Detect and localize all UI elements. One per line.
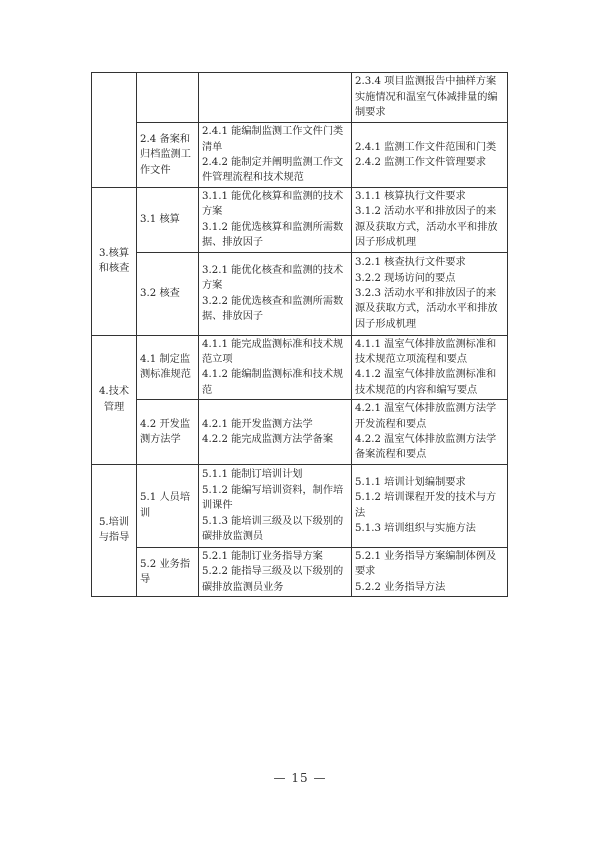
skill-item: 2.4.1 能编制监测工作文件门类清单 [202,126,344,153]
function-cell: 4.技术管理 [92,335,137,464]
table-row [92,400,508,465]
knowledge-item: 3.2.2 现场访问的要点 [355,272,456,284]
skill-item: 3.1.2 能优选核算和监测所需数据、排放因子 [202,221,344,249]
skill-cell [199,464,352,547]
knowledge-item: 3.1.1 核算执行文件要求 [355,191,466,202]
knowledge-item: 5.1.3 培训组织与实施方法 [355,523,476,535]
table-row [92,335,508,400]
knowledge-item: 3.1.2 活动水平和排放因子的来源及获取方式，活动水平和排放因子形成机理 [355,206,498,249]
function-cell: 5.培训与指导 [92,464,137,596]
page-number: — 15 — [273,771,327,785]
knowledge-cell [352,123,508,188]
knowledge-item: 2.3.4 项目监测报告中抽样方案实施情况和温室气体减排量的编制要求 [355,76,498,119]
table-row [92,464,508,547]
knowledge-item: 5.1.1 培训计划编制要求 [355,477,466,489]
table-row [92,123,508,188]
table-row [92,252,508,335]
skill-cell [199,547,352,596]
sub-function-cell: 2.4 备案和归档监测工作文件 [137,123,199,188]
knowledge-item: 2.4.2 监测工作文件管理要求 [355,157,487,168]
sub-function-cell: 3.1 核算 [137,188,199,253]
skill-cell [199,188,352,253]
sub-function-cell: 5.1 人员培训 [137,464,199,547]
knowledge-cell [352,73,508,123]
knowledge-item: 5.1.2 培训课程开发的技术与方法 [355,492,497,519]
knowledge-item: 3.2.1 核查执行文件要求 [355,257,466,269]
skill-item: 5.1.1 能制订培训计划 [202,469,303,481]
sub-function-cell: 4.1 制定监测标准规范 [137,335,199,400]
skill-cell [199,400,352,465]
skill-item: 4.1.2 能编制监测标准和技术规范 [202,369,344,396]
skill-item: 5.2.2 能指导三级及以下级别的碳排放监测员业务 [202,566,344,593]
skill-item: 5.1.3 能培训三级及以下级别的碳排放监测员 [202,515,344,542]
knowledge-item: 2.4.1 监测工作文件范围和门类 [355,141,497,153]
knowledge-cell [352,547,508,596]
skill-item: 4.2.2 能完成监测方法学备案 [202,434,334,446]
knowledge-cell [352,400,508,465]
sub-function-cell [137,73,199,123]
skill-item: 3.1.1 能优化核算和监测的技术方案 [202,191,344,218]
knowledge-item: 5.2.1 业务指导方案编制体例及要求 [355,550,497,578]
knowledge-item: 4.2.1 温室气体排放监测方法学开发流程和要点 [355,403,497,430]
function-cell [92,73,137,188]
skill-item: 3.2.1 能优化核查和监测的技术方案 [202,264,344,292]
skill-item: 2.4.2 能制定并阐明监测工作文件管理流程和技术规范 [202,157,344,184]
sub-function-cell: 5.2 业务指导 [137,547,199,596]
knowledge-cell [352,252,508,335]
knowledge-item: 4.2.2 温室气体排放监测方法学备案流程和要点 [355,434,497,461]
skill-cell [199,335,352,400]
table-row [92,73,508,123]
knowledge-item: 4.1.1 温室气体排放监测标准和技术规范立项流程和要点 [355,338,497,366]
table-row [92,188,508,253]
skill-item: 5.1.2 能编写培训资料，制作培训课件 [202,484,344,512]
sub-function-cell: 4.2 开发监测方法学 [137,400,199,465]
knowledge-cell [352,464,508,547]
table-row [92,547,508,596]
skill-cell [199,73,352,123]
function-cell: 3.核算和核查 [92,188,137,336]
knowledge-item: 5.2.2 业务指导方法 [355,581,446,593]
skill-item: 5.2.1 能制订业务指导方案 [202,550,323,562]
knowledge-cell [352,335,508,400]
skill-item: 3.2.2 能优选核查和监测所需数据、排放因子 [202,295,344,323]
knowledge-item: 4.1.2 温室气体排放监测标准和技术规范的内容和编写要点 [355,369,497,396]
skill-item: 4.1.1 能完成监测标准和技术规范立项 [202,338,344,366]
skill-cell [199,123,352,188]
skill-cell [199,252,352,335]
knowledge-item: 3.2.3 活动水平和排放因子的来源及获取方式，活动水平和排放因子形成机理 [355,287,498,330]
knowledge-cell [352,188,508,253]
skill-item: 4.2.1 能开发监测方法学 [202,418,313,430]
standards-table [91,72,508,597]
sub-function-cell: 3.2 核查 [137,252,199,335]
